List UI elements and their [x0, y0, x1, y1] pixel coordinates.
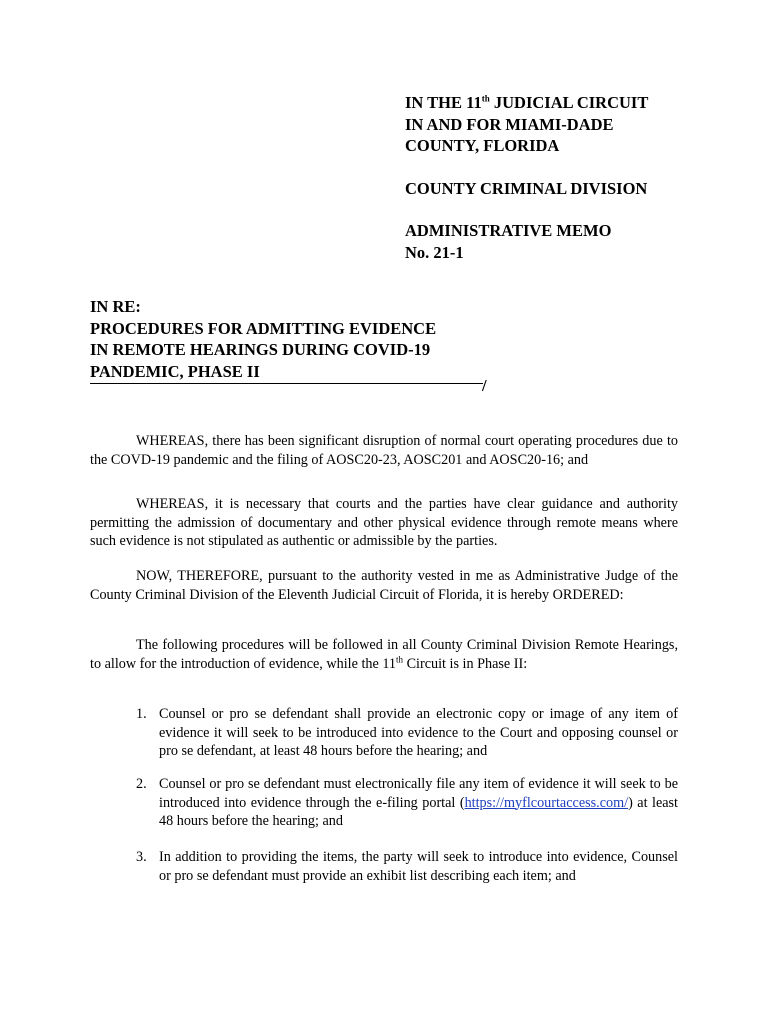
- signature-rule: [90, 383, 483, 384]
- procedure-list: [136, 848, 678, 885]
- list-number: 3.: [136, 849, 147, 865]
- caption-court-line: IN THE 11th JUDICIAL CIRCUIT: [405, 93, 649, 112]
- in-re-title-line: PANDEMIC, PHASE II: [90, 361, 260, 381]
- caption-state-line: COUNTY, FLORIDA: [405, 136, 560, 155]
- list-number: 1.: [136, 706, 147, 722]
- whereas-paragraph: WHEREAS, there has been significant disruption of normal court operating procedures due to the COVD-19 pandemic and the filing of AOSC20-23, AOSC201 and AOSC20-16; and: [90, 433, 678, 468]
- memo-number: No. 21-1: [405, 242, 464, 262]
- list-item: [136, 775, 678, 831]
- procedure-list: [136, 705, 678, 761]
- list-item: [136, 848, 678, 885]
- e-filing-portal-link[interactable]: https://myflcourtaccess.com/: [464, 794, 629, 811]
- list-item-text: ) at least 48 hours before the hearing; and: [159, 794, 678, 829]
- rule-slash: /: [482, 376, 487, 395]
- division-heading: COUNTY CRIMINAL DIVISION: [405, 178, 648, 198]
- list-item-text: Counsel or pro se defendant shall provide an electronic copy or image of any item of evidence it will seek to be introduced into evidence to the Court and opposing counsel or pro se defendant, at least 48 hours before the hearing; and: [159, 706, 678, 759]
- in-re-label: IN RE:: [90, 297, 141, 316]
- case-caption: [405, 92, 648, 263]
- memo-title: ADMINISTRATIVE MEMO: [405, 221, 612, 240]
- in-re-heading: [90, 296, 436, 382]
- list-item-text: In addition to providing the items, the party will seek to introduce into evidence, Counsel or pro se defendant must provide an exhibit list describing each item; and: [159, 849, 678, 884]
- procedures-paragraph: The following procedures will be followed in all County Criminal Division Remote Hearings, to allow for the introduction of evidence, while the 11th Circuit is in Phase II:: [90, 637, 678, 672]
- whereas-paragraph: WHEREAS, it is necessary that courts and the parties have clear guidance and authority permitting the admission of documentary and other physical evidence through remote means where such evidence is not stipulated as authentic or admissible by the parties.: [90, 496, 678, 549]
- caption-county-line: IN AND FOR MIAMI-DADE: [405, 114, 614, 134]
- in-re-title-line: IN REMOTE HEARINGS DURING COVID-19: [90, 340, 431, 359]
- list-item: [136, 705, 678, 761]
- order-paragraph: NOW, THEREFORE, pursuant to the authority vested in me as Administrative Judge of the County Criminal Division of the Eleventh Judicial Circuit of Florida, it is hereby ORDERED:: [90, 568, 678, 603]
- list-item-text: Counsel or pro se defendant must electronically file any item of evidence it will seek to be introduced into evidence through the e-filing portal (: [159, 776, 678, 811]
- procedure-list: [136, 775, 678, 831]
- list-number: 2.: [136, 776, 147, 792]
- in-re-title-line: PROCEDURES FOR ADMITTING EVIDENCE: [90, 318, 437, 338]
